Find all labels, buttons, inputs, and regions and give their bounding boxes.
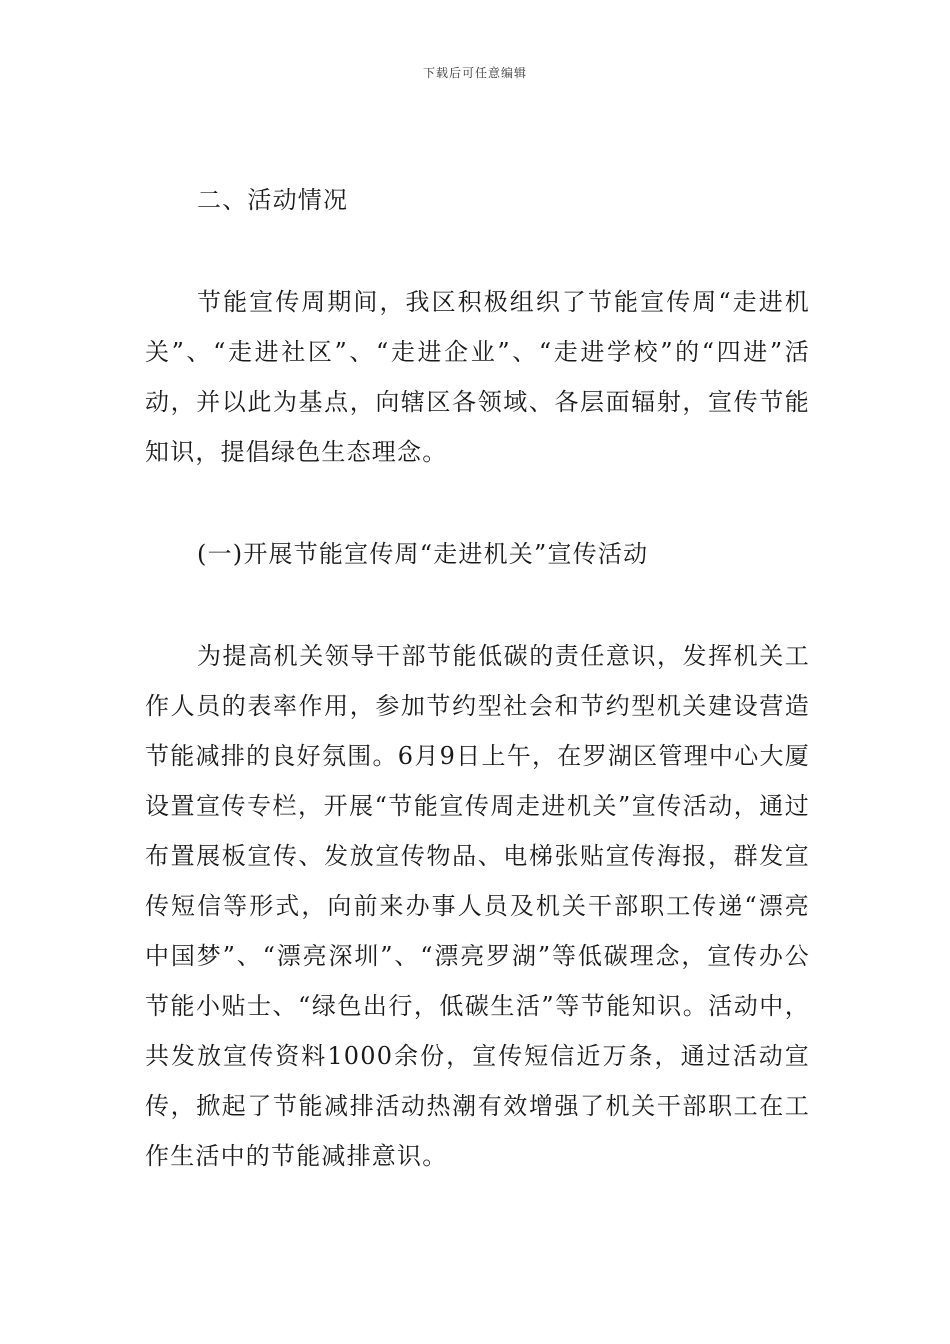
section-intro-paragraph: 节能宣传周期间，我区积极组织了节能宣传周“走进机关”、“走进社区”、“走进企业”、“走进学校”的“四进”活动，并以此为基点，向辖区各领域、各层面辐射，宣传节能知识，提倡绿色生态理念。: [145, 288, 810, 466]
section-heading: 二、活动情况: [197, 186, 349, 214]
subsection-heading: (一)开展节能宣传周“走进机关”宣传活动: [197, 540, 649, 568]
document-body: [145, 175, 810, 1181]
subsection-body-paragraph: 为提高机关领导干部节能低碳的责任意识，发挥机关工作人员的表率作用，参加节约型社会和节约型机关建设营造节能减排的良好氛围。6月9日上午，在罗湖区管理中心大厦设置宣传专栏，开展“节能宣传周走进机关”宣传活动，通过布置展板宣传、发放宣传物品、电梯张贴宣传海报，群发宣传短信等形式，向前来办事人员及机关干部职工传递“漂亮中国梦”、“漂亮深圳”、“漂亮罗湖”等低碳理念，宣传办公节能小贴士、“绿色出行，低碳生活”等节能知识。活动中，共发放宣传资料1000余份，宣传短信近万条，通过活动宣传，掀起了节能减排活动热潮有效增强了机关干部职工在工作生活中的节能减排意识。: [145, 642, 810, 1170]
header-note: 下载后可任意编辑: [422, 66, 527, 80]
